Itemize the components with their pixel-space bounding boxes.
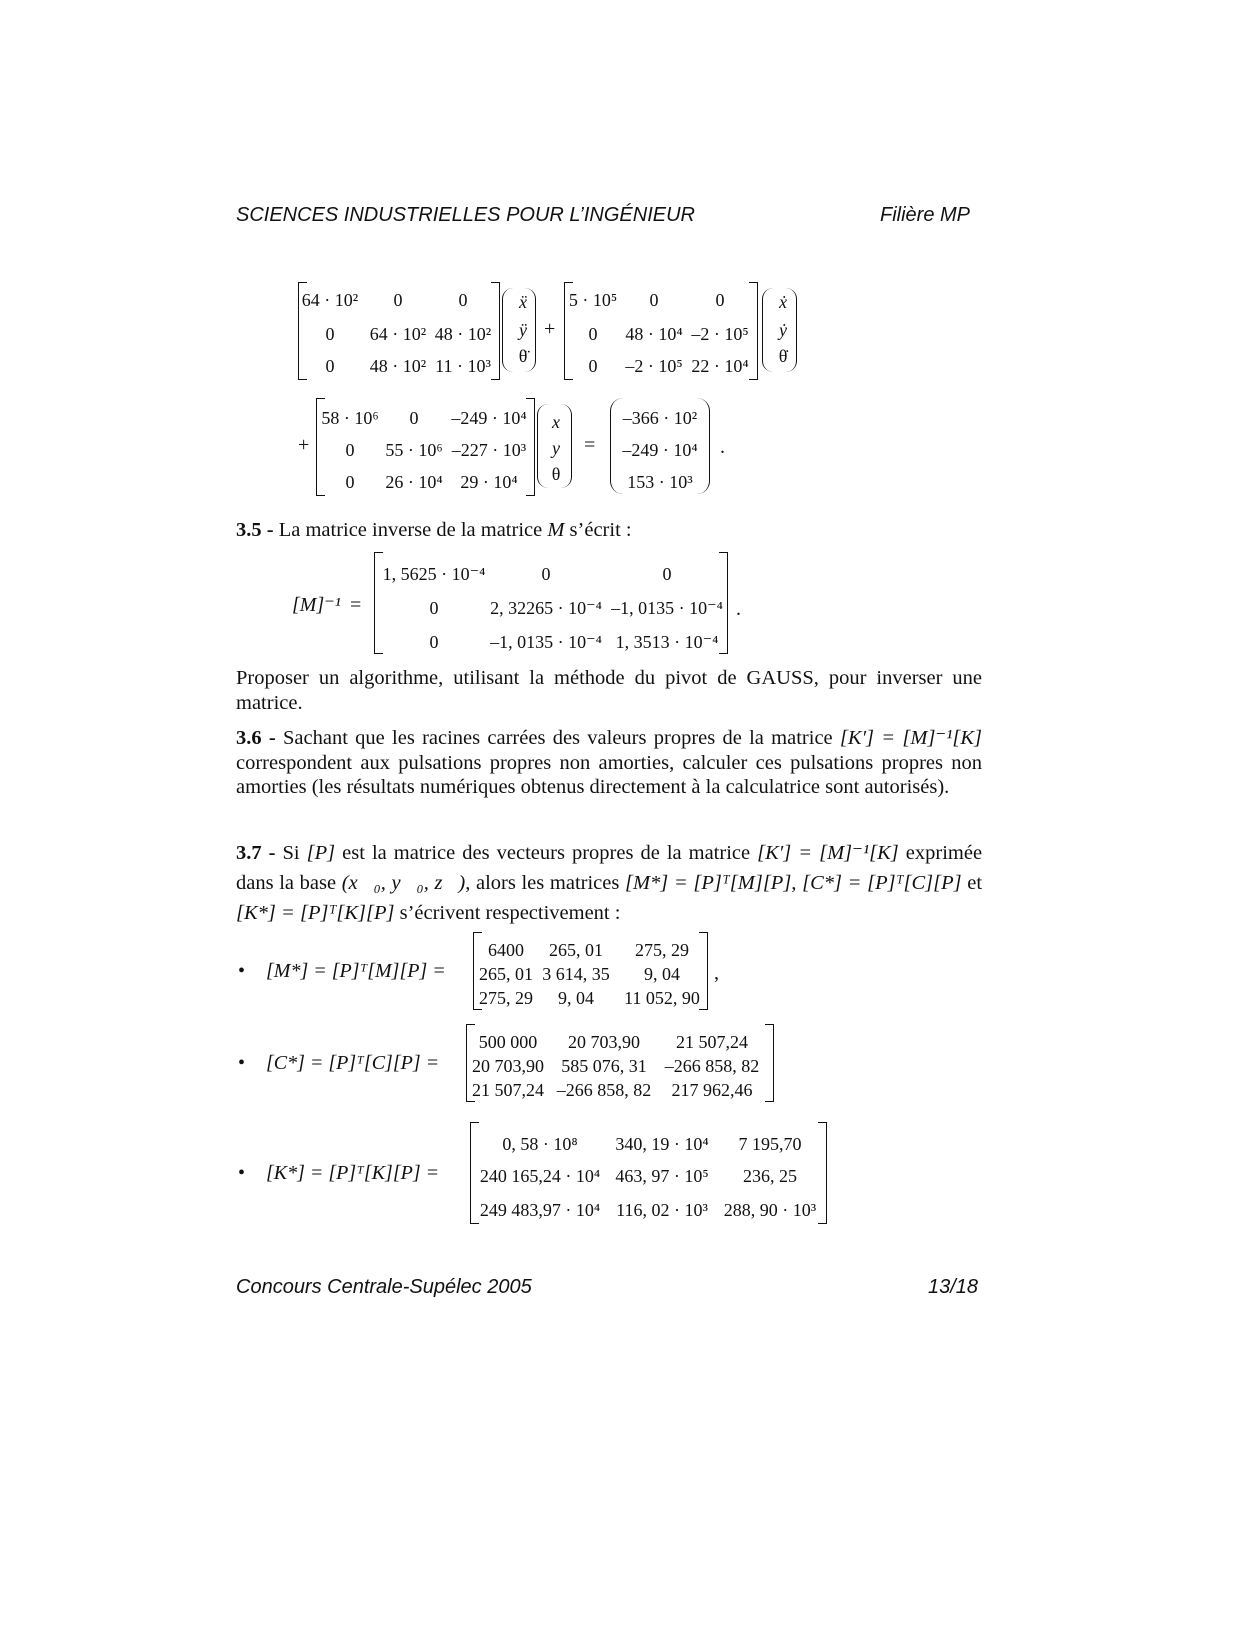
- q35-text: La matrice inverse de la matrice: [278, 519, 543, 541]
- q37-text-a: Si: [282, 842, 300, 864]
- paren-left: [762, 288, 773, 372]
- bracket-right: [818, 1122, 827, 1224]
- q37-paragraph: [236, 838, 982, 928]
- vector-cell: ÿ: [519, 320, 527, 340]
- matrix-cell: 11 052, 90: [624, 988, 700, 1008]
- matrix-cell: 11 · 10³: [435, 356, 491, 376]
- bracket-right: [765, 1024, 774, 1102]
- paren-right: [561, 404, 572, 488]
- matrix-cell: –1, 0135 · 10⁻⁴: [611, 598, 723, 618]
- matrix-cell: –249 · 10⁴: [451, 408, 527, 428]
- q37-k-def: [K*] = [P]ᵀ[K][P]: [236, 902, 395, 924]
- matrix-cell: 275, 29: [635, 940, 689, 960]
- vector-cell: 153 · 10³: [627, 472, 693, 492]
- matrix-cell: 116, 02 · 10³: [616, 1200, 708, 1220]
- matrix-cell: 9, 04: [644, 964, 680, 984]
- matrix-cell: 249 483,97 · 10⁴: [479, 1200, 601, 1220]
- matrix-cell: 29 · 10⁴: [460, 472, 518, 492]
- q36-text-a: Sachant que les racines carrées des valeurs propres de la matrice: [283, 727, 833, 749]
- matrix-cell: 463, 97 · 10⁵: [615, 1166, 709, 1186]
- q37-kprime: [K′] = [M]⁻¹[K]: [757, 842, 899, 864]
- matrix-cell: 9, 04: [558, 988, 594, 1008]
- vector-cell: θ: [551, 464, 561, 484]
- matrix-cell: 288, 90 · 10³: [723, 1200, 817, 1220]
- q35-text-after: s’écrit :: [569, 519, 632, 541]
- matrix-cell: 26 · 10⁴: [385, 472, 443, 492]
- q37-text-b: est la matrice des vecteurs propres de la matrice: [342, 842, 751, 864]
- mstar-lhs: [M*] = [P]ᵀ[M][P] =: [266, 960, 446, 982]
- matrix-cell: 0: [345, 440, 355, 460]
- matrix-cell: 7 195,70: [738, 1134, 802, 1154]
- matrix-cell: 0: [662, 564, 672, 584]
- question-number: 3.7 -: [236, 842, 276, 864]
- paren-right: [697, 398, 710, 494]
- bracket-right: [749, 282, 758, 380]
- matrix-cell: 55 · 10⁶: [385, 440, 443, 460]
- inverse-lhs: [M]⁻¹: [292, 594, 341, 616]
- matrix-cell: 0: [649, 290, 659, 310]
- matrix-cell: 265, 01: [479, 964, 533, 984]
- vector-cell: θ̇: [778, 346, 788, 366]
- q35-question: Proposer un algorithme, utilisant la méthode du pivot de GAUSS, pour inverser une matrice.: [236, 667, 982, 714]
- period: .: [720, 436, 725, 458]
- vector-cell: ẍ: [519, 292, 527, 312]
- matrix-cell: 22 · 10⁴: [691, 356, 749, 376]
- plus-sign: +: [298, 434, 310, 456]
- matrix-cell: 0: [715, 290, 725, 310]
- matrix-cell: 265, 01: [549, 940, 603, 960]
- matrix-cell: 240 165,24 · 10⁴: [479, 1166, 601, 1186]
- plus-sign: +: [544, 318, 556, 340]
- period: .: [736, 598, 741, 620]
- matrix-cell: 340, 19 · 10⁴: [615, 1134, 709, 1154]
- paren-left: [610, 398, 623, 494]
- matrix-cell: 48 · 10⁴: [625, 324, 683, 344]
- bullet: •: [238, 1162, 246, 1184]
- q37-text-d: , alors les matrices: [465, 872, 620, 894]
- matrix-cell: 275, 29: [479, 988, 533, 1008]
- q37-c-def: [C*] = [P]ᵀ[C][P]: [802, 872, 962, 894]
- footer-source: Concours Centrale-Supélec 2005: [236, 1276, 532, 1298]
- matrix-cell: –227 · 10³: [451, 440, 527, 460]
- matrix-cell: 0, 58 · 10⁸: [502, 1134, 578, 1154]
- vector-cell: ẋ: [779, 292, 787, 312]
- header-track: Filière MP: [880, 204, 971, 226]
- vector-cell: x: [552, 412, 560, 432]
- matrix-cell: 3 614, 35: [542, 964, 610, 984]
- equals-sign: =: [584, 434, 596, 456]
- vector-cell: ẏ: [779, 320, 787, 340]
- trailing-comma: ,: [714, 962, 719, 984]
- vector-cell: θ̈: [518, 346, 528, 366]
- matrix-cell: 1, 3513 · 10⁻⁴: [615, 632, 719, 652]
- q37-m-def: [M*] = [P]ᵀ[M][P],: [625, 872, 797, 894]
- equals-sign: =: [350, 594, 362, 616]
- matrix-cell: 217 962,46: [671, 1080, 753, 1100]
- matrix-cell: 20 703,90: [568, 1032, 640, 1052]
- cstar-lhs: [C*] = [P]ᵀ[C][P] =: [266, 1052, 440, 1074]
- matrix-cell: 48 · 10²: [434, 324, 492, 344]
- matrix-cell: 0: [409, 408, 419, 428]
- q37-base: (x⃗₀, y⃗₀, z⃗): [341, 872, 466, 894]
- bracket-left: [470, 1122, 479, 1224]
- question-number: 3.6 -: [236, 727, 276, 749]
- vector-cell: –366 · 10²: [622, 408, 698, 428]
- matrix-cell: 0: [588, 356, 598, 376]
- matrix-cell: 20 703,90: [472, 1056, 544, 1076]
- question-number: 3.5 -: [236, 519, 274, 541]
- matrix-cell: 0: [325, 356, 335, 376]
- matrix-cell: 58 · 10⁶: [321, 408, 379, 428]
- q36-paragraph: [236, 726, 982, 800]
- bracket-right: [491, 282, 500, 380]
- q37-text-c: exprimée dans la base: [236, 842, 983, 894]
- vector-cell: y: [552, 438, 560, 458]
- matrix-cell: 6400: [488, 940, 524, 960]
- paren-left: [502, 288, 513, 372]
- matrix-cell: 2, 32265 · 10⁻⁴: [490, 598, 602, 618]
- bracket-right: [526, 398, 535, 496]
- matrix-cell: 500 000: [478, 1032, 538, 1052]
- matrix-cell: 64 · 10²: [369, 324, 427, 344]
- kstar-lhs: [K*] = [P]ᵀ[K][P] =: [266, 1162, 440, 1184]
- vector-cell: –249 · 10⁴: [622, 440, 698, 460]
- bracket-right: [699, 932, 708, 1010]
- bullet: •: [238, 960, 246, 982]
- matrix-cell: 64 · 10²: [301, 290, 359, 310]
- matrix-cell: 0: [345, 472, 355, 492]
- matrix-cell: –2 · 10⁵: [625, 356, 683, 376]
- matrix-cell: 0: [325, 324, 335, 344]
- q35-var: M: [547, 519, 565, 541]
- matrix-cell: –1, 0135 · 10⁻⁴: [490, 632, 602, 652]
- matrix-cell: 585 076, 31: [561, 1056, 647, 1076]
- matrix-cell: –266 858, 82: [556, 1080, 652, 1100]
- matrix-cell: –2 · 10⁵: [691, 324, 749, 344]
- matrix-cell: 0: [429, 632, 439, 652]
- matrix-cell: 0: [458, 290, 468, 310]
- matrix-cell: 21 507,24: [676, 1032, 748, 1052]
- matrix-cell: –266 858, 82: [664, 1056, 760, 1076]
- q35-intro: [236, 518, 982, 543]
- matrix-cell: 0: [541, 564, 551, 584]
- matrix-cell: 0: [429, 598, 439, 618]
- matrix-cell: 236, 25: [743, 1166, 797, 1186]
- q37-text-f: s’écrivent respectivement :: [399, 902, 621, 924]
- q36-formula: [K′] = [M]⁻¹[K]: [839, 727, 983, 749]
- matrix-cell: 0: [588, 324, 598, 344]
- bullet: •: [238, 1052, 246, 1074]
- matrix-cell: 21 507,24: [472, 1080, 544, 1100]
- q36-text-b: correspondent aux pulsations propres non amorties, calculer ces pulsations propres non amorties (les résultats numériques obtenus directement à la calculatrice sont autorisés).: [236, 751, 982, 798]
- matrix-cell: 48 · 10²: [369, 356, 427, 376]
- paren-left: [537, 404, 548, 488]
- q37-text-e: et: [967, 872, 983, 894]
- matrix-cell: 0: [393, 290, 403, 310]
- page-number: 13/18: [928, 1276, 979, 1298]
- q37-p: [P]: [306, 842, 336, 864]
- matrix-cell: 1, 5625 · 10⁻⁴: [382, 564, 486, 584]
- header-title: SCIENCES INDUSTRIELLES POUR L’INGÉNIEUR: [236, 204, 695, 226]
- matrix-cell: 5 · 10⁵: [568, 290, 618, 310]
